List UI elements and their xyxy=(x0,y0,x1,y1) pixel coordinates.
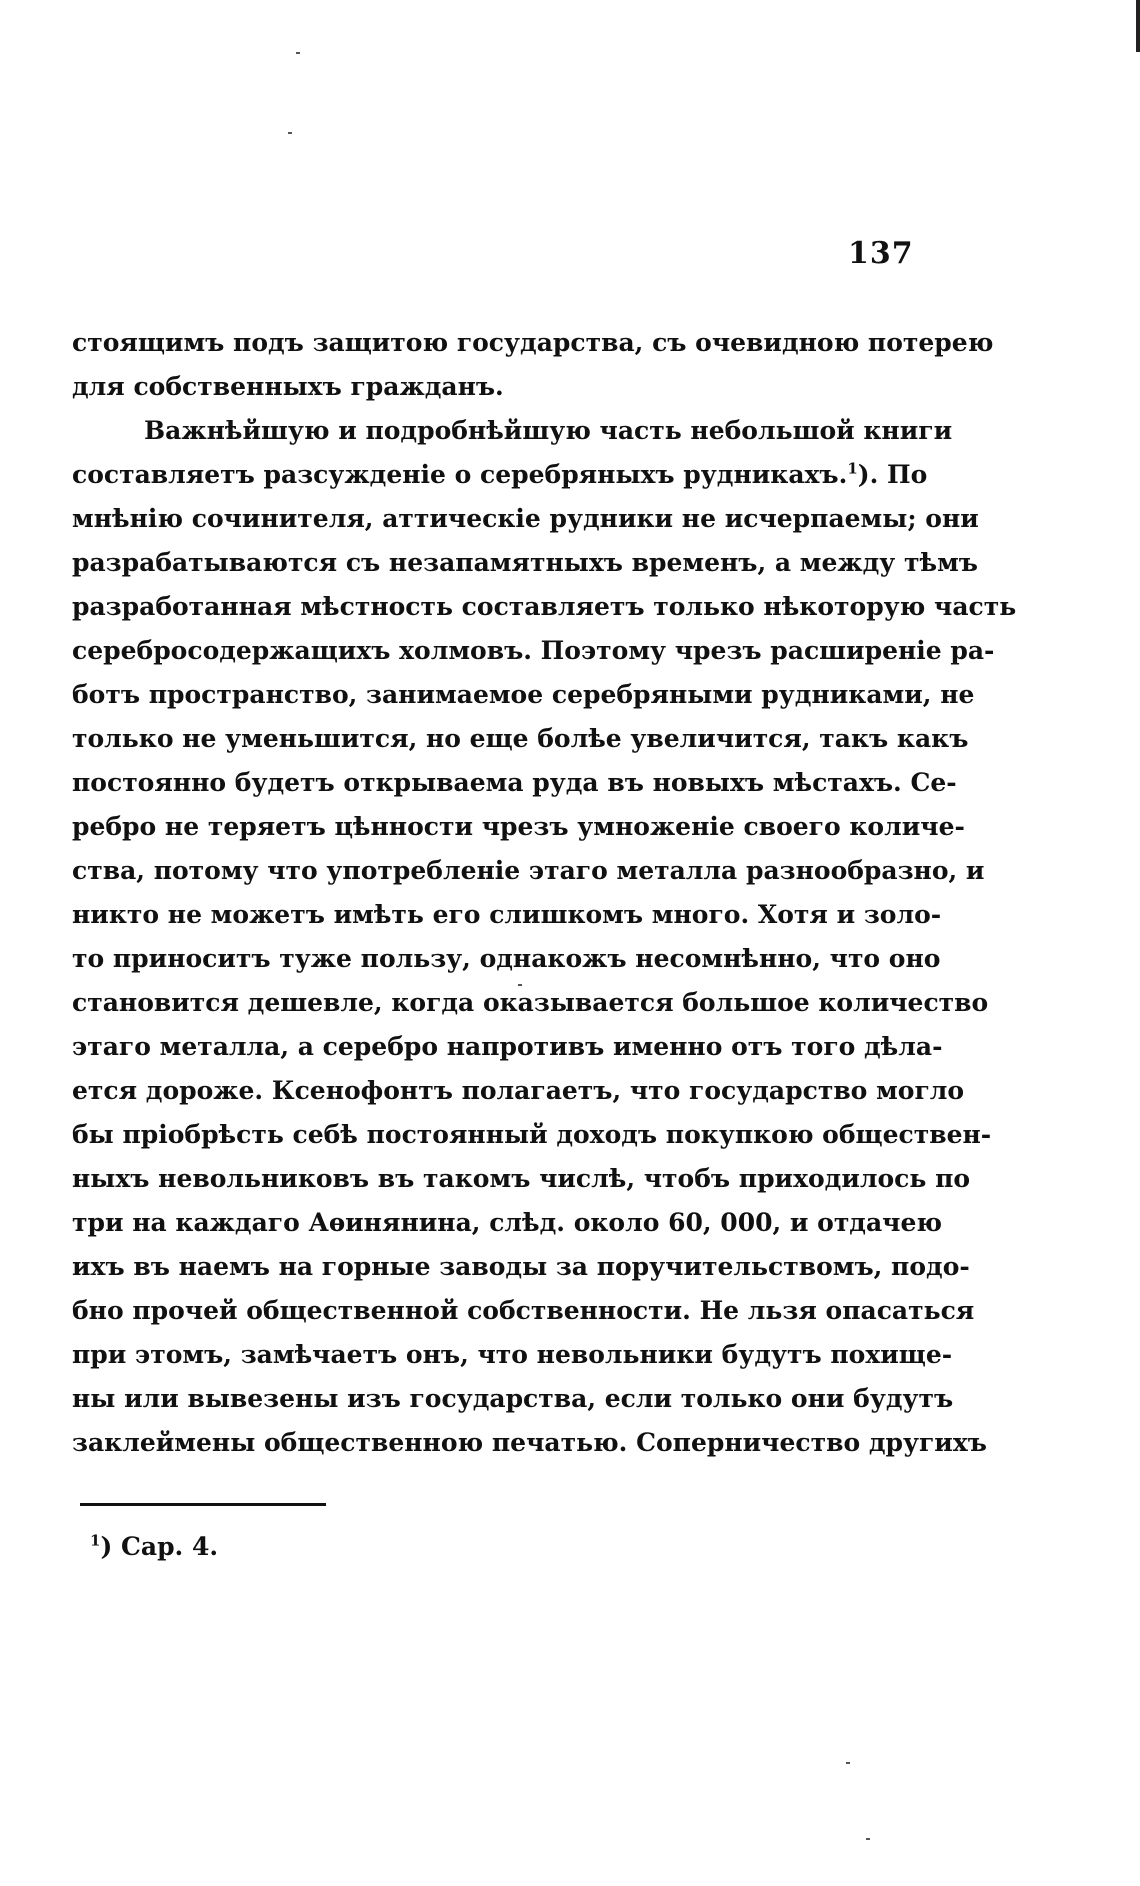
text-line: этаго металла, а серебро напротивъ именно отъ того дѣла- xyxy=(72,1032,943,1061)
text-line: то приноситъ туже пользу, однакожъ несомнѣнно, что оно xyxy=(72,944,941,973)
paper-speck xyxy=(288,132,292,134)
footnote-text: ) Cap. 4. xyxy=(100,1532,219,1561)
text-line: разрабатываются съ незапамятныхъ временъ, а между тѣмъ xyxy=(72,548,978,577)
text-line: только не уменьшится, но еще болѣе увеличится, такъ какъ xyxy=(72,724,969,753)
text-line: бно прочей общественной собственности. Не льзя опасаться xyxy=(72,1296,975,1325)
text-line: заклеймены общественною печатью. Соперничество другихъ xyxy=(72,1428,987,1457)
text-line: серебросодержащихъ холмовъ. Поэтому чрезъ расширеніе ра- xyxy=(72,636,995,665)
text-line-content: составляетъ разсужденіе о серебряныхъ рудникахъ. xyxy=(72,460,848,489)
text-line: мнѣнію сочинителя, аттическіе рудники не исчерпаемы; они xyxy=(72,504,979,533)
text-line: ихъ въ наемъ на горные заводы за поручительствомъ, подо- xyxy=(72,1252,970,1281)
paper-speck xyxy=(866,1838,870,1840)
text-line: ны или вывезены изъ государства, если только они будутъ xyxy=(72,1384,954,1413)
text-line: бы пріобрѣсть себѣ постоянный доходъ покупкою обществен- xyxy=(72,1120,992,1149)
paper-speck xyxy=(296,52,300,54)
footnote-rule xyxy=(80,1503,326,1506)
text-line: разработанная мѣстность составляетъ только нѣкоторую часть xyxy=(72,592,1017,621)
text-line: стоящимъ подъ защитою государства, съ очевидною потерею xyxy=(72,328,994,357)
page-edge-mark xyxy=(1126,0,1140,52)
page-number: 137 xyxy=(848,236,914,271)
text-line: ства, потому что употребленіе этаго металла разнообразно, и xyxy=(72,856,985,885)
body-text xyxy=(72,321,1017,1465)
footnote xyxy=(90,1525,218,1569)
text-line: ется дороже. Ксенофонтъ полагаетъ, что государство могло xyxy=(72,1076,965,1105)
text-line: ныхъ невольниковъ въ такомъ числѣ, чтобъ приходилось по xyxy=(72,1164,971,1193)
text-line: для собственныхъ гражданъ. xyxy=(72,372,504,401)
footnote-reference: 1 xyxy=(847,459,858,478)
paper-speck xyxy=(518,984,522,986)
text-line: становится дешевле, когда оказывается большое количество xyxy=(72,988,989,1017)
text-line: ботъ пространство, занимаемое серебряными рудниками, не xyxy=(72,680,975,709)
paper-speck xyxy=(846,1762,850,1764)
text-line-continuation: ). По xyxy=(857,460,928,489)
footnote-marker: 1 xyxy=(90,1531,101,1550)
text-line xyxy=(72,453,928,497)
text-line: ребро не теряетъ цѣнности чрезъ умноженіе своего количе- xyxy=(72,812,965,841)
text-line: никто не можетъ имѣть его слишкомъ много. Хотя и золо- xyxy=(72,900,942,929)
text-line: три на каждаго Аѳинянина, слѣд. около 60, 000, и отдачею xyxy=(72,1208,943,1237)
text-line: Важнѣйшую и подробнѣйшую часть небольшой книги xyxy=(144,416,953,445)
text-line: постоянно будетъ открываема руда въ новыхъ мѣстахъ. Се- xyxy=(72,768,957,797)
text-line: при этомъ, замѣчаетъ онъ, что невольники будутъ похище- xyxy=(72,1340,953,1369)
